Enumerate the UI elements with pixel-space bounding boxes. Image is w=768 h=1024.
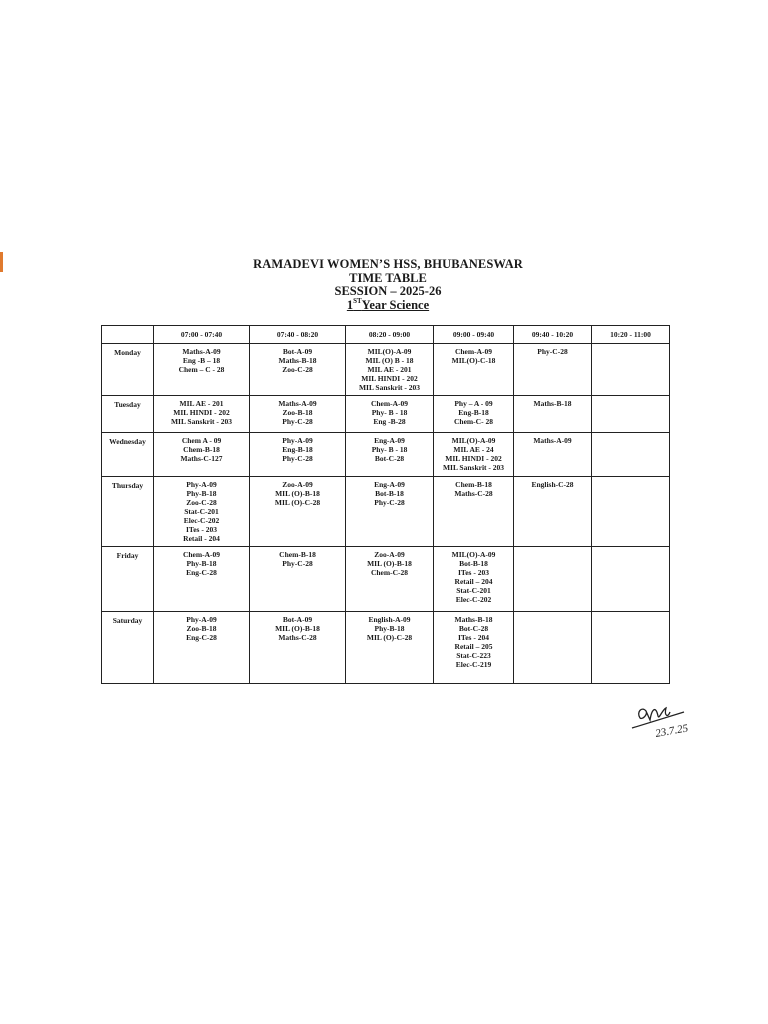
schedule-cell [154, 344, 250, 396]
class-entry: Chem-A-09 [370, 399, 409, 408]
class-entry: Maths-B-18 [278, 356, 317, 365]
class-entry: MIL Sanskrit - 203 [358, 383, 421, 392]
class-entry: Retail - 204 [183, 534, 220, 543]
class-entry: Phy-C-28 [282, 454, 313, 463]
class-entry: MIL (O)-C-28 [274, 498, 321, 507]
schedule-cell [514, 547, 592, 612]
class-entry: Chem – C - 28 [178, 365, 225, 374]
class-entry: Phy-C-28 [282, 559, 313, 568]
class-entry: Bot-C-28 [374, 454, 405, 463]
schedule-cell [434, 433, 514, 477]
class-entry: Maths-B-18 [454, 615, 493, 624]
class-entry: MIL AE - 201 [367, 365, 412, 374]
schedule-cell [250, 396, 346, 433]
class-entry: MIL(O)-C-18 [451, 356, 496, 365]
class-entry: Bot-B-18 [375, 489, 404, 498]
schedule-cell [346, 477, 434, 547]
class-entry: Chem-C- 28 [454, 417, 493, 426]
class-entry: Bot-C-28 [458, 624, 489, 633]
class-entry: Phy-C-28 [282, 417, 313, 426]
period-header: 07:40 - 08:20 [250, 326, 346, 344]
day-cell: Saturday [102, 612, 154, 684]
class-entry: Maths-A-09 [182, 347, 221, 356]
schedule-cell [154, 396, 250, 433]
class-entry: Retail – 204 [454, 577, 493, 586]
schedule-cell [514, 477, 592, 547]
class-entry: MIL (O) B - 18 [365, 356, 414, 365]
signature [628, 698, 708, 742]
period-header: 08:20 - 09:00 [346, 326, 434, 344]
timetable-header-row [102, 326, 670, 344]
class-entry: Maths-B-18 [533, 399, 572, 408]
class-entry: Eng -B – 18 [182, 356, 221, 365]
day-cell: Tuesday [102, 396, 154, 433]
schedule-cell [250, 433, 346, 477]
schedule-cell [250, 477, 346, 547]
timetable-row [102, 396, 670, 433]
class-entry: Phy-C-28 [537, 347, 568, 356]
schedule-cell [154, 477, 250, 547]
class-entry: Zoo-C-28 [186, 498, 217, 507]
course-suffix: ST [353, 296, 362, 305]
schedule-cell [434, 396, 514, 433]
class-entry: Elec-C-202 [455, 595, 492, 604]
school-name: RAMADEVI WOMEN’S HSS, BHUBANESWAR [253, 257, 523, 271]
day-cell: Friday [102, 547, 154, 612]
course-name: Year Science [361, 297, 430, 312]
corner-cell [102, 326, 154, 344]
class-entry: MIL (O)-C-28 [366, 633, 413, 642]
schedule-cell [592, 344, 670, 396]
class-entry: Maths-C-127 [180, 454, 223, 463]
schedule-cell [250, 612, 346, 684]
class-entry: Chem A - 09 [181, 436, 222, 445]
class-entry: Eng-B-18 [282, 445, 313, 454]
class-entry: Eng-A-09 [374, 436, 405, 445]
class-entry: Eng-B-18 [458, 408, 489, 417]
class-entry: Chem-B-18 [279, 550, 316, 559]
day-cell: Monday [102, 344, 154, 396]
class-entry: MIL AE - 201 [179, 399, 224, 408]
class-entry: Phy- B - 18 [371, 445, 408, 454]
class-entry: Elec-C-202 [183, 516, 220, 525]
class-entry: Maths-A-09 [533, 436, 572, 445]
schedule-cell [154, 612, 250, 684]
class-entry: English-A-09 [368, 615, 411, 624]
timetable-row [102, 477, 670, 547]
class-entry: MIL(O)-A-09 [451, 550, 496, 559]
class-entry: Bot-B-18 [459, 559, 488, 568]
class-entry: Chem-A-09 [454, 347, 493, 356]
session-label: SESSION – 2025-26 [334, 284, 442, 298]
day-cell: Wednesday [102, 433, 154, 477]
day-cell: Thursday [102, 477, 154, 547]
class-entry: MIL Sanskrit - 203 [442, 463, 505, 472]
timetable-body [102, 344, 670, 684]
class-entry: Zoo-A-09 [282, 480, 313, 489]
period-header: 09:40 - 10:20 [514, 326, 592, 344]
class-entry: Phy-B-18 [186, 559, 217, 568]
schedule-cell [434, 612, 514, 684]
class-entry: ITes - 204 [458, 633, 489, 642]
schedule-cell [434, 477, 514, 547]
class-entry: MIL(O)-A-09 [367, 347, 412, 356]
class-entry: MIL HINDI - 202 [445, 454, 502, 463]
class-entry: MIL Sanskrit - 203 [170, 417, 233, 426]
timetable-row [102, 547, 670, 612]
class-entry: MIL HINDI - 202 [361, 374, 418, 383]
class-entry: ITes - 203 [186, 525, 217, 534]
class-entry: MIL (O)-B-18 [275, 489, 320, 498]
class-entry: MIL (O)-B-18 [367, 559, 412, 568]
class-entry: Retail – 205 [454, 642, 493, 651]
schedule-cell [592, 612, 670, 684]
schedule-cell [154, 547, 250, 612]
class-entry: Maths-A-09 [278, 399, 317, 408]
schedule-cell [514, 433, 592, 477]
schedule-cell [592, 396, 670, 433]
class-entry: Eng-C-28 [186, 568, 217, 577]
class-entry: Eng-C-28 [186, 633, 217, 642]
class-entry: Elec-C-219 [455, 660, 492, 669]
class-entry: Phy- B - 18 [371, 408, 408, 417]
class-entry: Chem-B-18 [455, 480, 492, 489]
class-entry: Phy – A - 09 [454, 399, 493, 408]
class-entry: Phy-A-09 [186, 615, 217, 624]
class-entry: Eng-A-09 [374, 480, 405, 489]
timetable-row [102, 344, 670, 396]
course-label [150, 296, 626, 313]
class-entry: Bot-A-09 [282, 347, 313, 356]
schedule-cell [346, 433, 434, 477]
class-entry: Eng -B-28 [373, 417, 406, 426]
class-entry: Stat-C-201 [456, 586, 491, 595]
class-entry: MIL AE - 24 [453, 445, 494, 454]
class-entry: Zoo-C-28 [282, 365, 313, 374]
class-entry: Stat-C-201 [184, 507, 219, 516]
course-ordinal: 1 [346, 297, 354, 312]
schedule-cell [514, 396, 592, 433]
signature-date: 23.7.25 [654, 722, 690, 740]
class-entry: Phy-B-18 [186, 489, 217, 498]
schedule-cell [154, 433, 250, 477]
class-entry: MIL(O)-A-09 [451, 436, 496, 445]
period-header: 07:00 - 07:40 [154, 326, 250, 344]
period-header: 10:20 - 11:00 [592, 326, 670, 344]
schedule-cell [592, 547, 670, 612]
class-entry: Bot-A-09 [282, 615, 313, 624]
class-entry: Phy-B-18 [374, 624, 405, 633]
class-entry: Zoo-A-09 [374, 550, 405, 559]
schedule-cell [346, 612, 434, 684]
timetable-row [102, 612, 670, 684]
class-entry: Phy-A-09 [186, 480, 217, 489]
schedule-cell [250, 547, 346, 612]
class-entry: Maths-C-28 [278, 633, 317, 642]
class-entry: MIL (O)-B-18 [275, 624, 320, 633]
class-entry: Phy-A-09 [282, 436, 313, 445]
schedule-cell [250, 344, 346, 396]
schedule-cell [346, 547, 434, 612]
schedule-cell [592, 477, 670, 547]
schedule-cell [514, 612, 592, 684]
schedule-cell [434, 547, 514, 612]
class-entry: Maths-C-28 [454, 489, 493, 498]
class-entry: Chem-B-18 [183, 445, 220, 454]
timetable-row [102, 433, 670, 477]
class-entry: Zoo-B-18 [186, 624, 217, 633]
class-entry: English-C-28 [531, 480, 574, 489]
period-header: 09:00 - 09:40 [434, 326, 514, 344]
schedule-cell [346, 396, 434, 433]
document-header [150, 258, 626, 312]
class-entry: Phy-C-28 [374, 498, 405, 507]
class-entry: Stat-C-223 [456, 651, 491, 660]
schedule-cell [592, 433, 670, 477]
timetable [101, 325, 670, 684]
class-entry: ITes - 203 [458, 568, 489, 577]
scan-edge-mark [0, 252, 3, 272]
class-entry: Chem-C-28 [370, 568, 409, 577]
schedule-cell [514, 344, 592, 396]
schedule-cell [346, 344, 434, 396]
schedule-cell [434, 344, 514, 396]
class-entry: Zoo-B-18 [282, 408, 313, 417]
document-title: TIME TABLE [349, 270, 427, 285]
class-entry: Chem-A-09 [182, 550, 221, 559]
class-entry: MIL HINDI - 202 [173, 408, 230, 417]
